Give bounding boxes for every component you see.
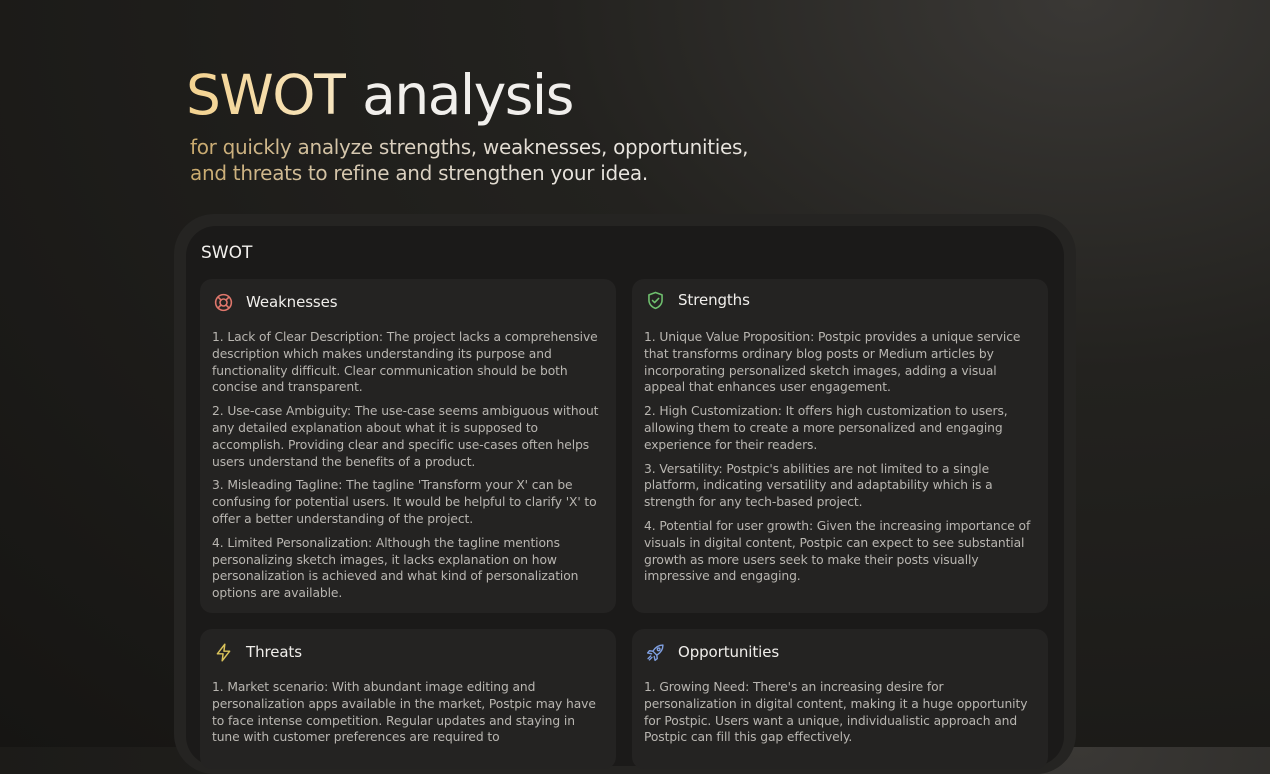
weaknesses-card	[200, 279, 616, 613]
strengths-card	[632, 279, 1048, 613]
rocket-icon	[644, 641, 666, 663]
hero-title-accent: SWOT	[186, 63, 347, 127]
lightning-icon	[212, 641, 234, 663]
shield-check-icon	[644, 289, 666, 311]
hero-subtitle-line-2: and threats to refine and strengthen your idea.	[190, 161, 648, 185]
opportunities-card-header	[644, 639, 779, 665]
weaknesses-title: Weaknesses	[246, 293, 338, 311]
list-item: 1. Lack of Clear Description: The project lacks a comprehensive description which makes understanding its purpose and functionality difficult. Clear communication should be both concise and transparent.	[212, 330, 598, 395]
panel-title: SWOT	[201, 243, 253, 263]
opportunities-list	[644, 679, 1038, 753]
list-item: 3. Versatility: Postpic's abilities are not limited to a single platform, indicating versatility and adaptability which is a strength for any tech-based project.	[644, 461, 993, 510]
hero-title-rest: analysis	[346, 63, 573, 127]
opportunities-card	[632, 629, 1048, 769]
threats-list	[212, 679, 606, 753]
hero-subtitle-line-1: for quickly analyze strengths, weaknesses, opportunities,	[190, 135, 749, 159]
lifebuoy-icon	[212, 291, 234, 313]
hero-title	[186, 60, 573, 130]
weaknesses-list	[212, 329, 606, 609]
strengths-list	[644, 329, 1038, 592]
list-item: 1. Unique Value Proposition: Postpic provides a unique service that transforms ordinary blog posts or Medium articles by incorporating personalized sketch images, adding a visual appeal that enhances user engagement.	[644, 330, 1021, 395]
list-item: 1. Growing Need: There's an increasing desire for personalization in digital content, making it a huge opportunity for Postpic. Users want a unique, individualistic approach and Postpic can fill this gap effectively.	[644, 680, 1028, 745]
list-item: 3. Misleading Tagline: The tagline 'Transform your X' can be confusing for potential users. It would be helpful to clarify 'X' to offer a better understanding of the project.	[212, 478, 597, 526]
list-item: 2. High Customization: It offers high customization to users, allowing them to create a more personalized and engaging experience for their readers.	[644, 404, 1008, 452]
threats-card	[200, 629, 616, 769]
weaknesses-card-header	[212, 289, 337, 315]
strengths-title: Strengths	[678, 291, 750, 309]
hero-subtitle	[190, 134, 830, 186]
list-item: 1. Market scenario: With abundant image editing and personalization apps available in the market, Postpic may have to face intense competition. Regular updates and staying in tune with customer preferences are required to	[212, 680, 596, 745]
list-item: 2. Use-case Ambiguity: The use-case seems ambiguous without any detailed explanation about what it is supposed to accomplish. Providing clear and specific use-cases often helps users understand the benefits of a product.	[212, 404, 599, 469]
threats-card-header	[212, 639, 302, 665]
strengths-card-header	[644, 287, 750, 313]
threats-title: Threats	[246, 643, 302, 661]
list-item: 4. Limited Personalization: Although the tagline mentions personalizing sketch images, it lacks explanation on how personalization is achieved and what kind of personalization options are available.	[212, 535, 579, 601]
list-item: 4. Potential for user growth: Given the increasing importance of visuals in digital content, Postpic can expect to see substantial growth as more users seek to make their posts visually impressive and engaging.	[644, 518, 1031, 584]
opportunities-title: Opportunities	[678, 643, 780, 661]
